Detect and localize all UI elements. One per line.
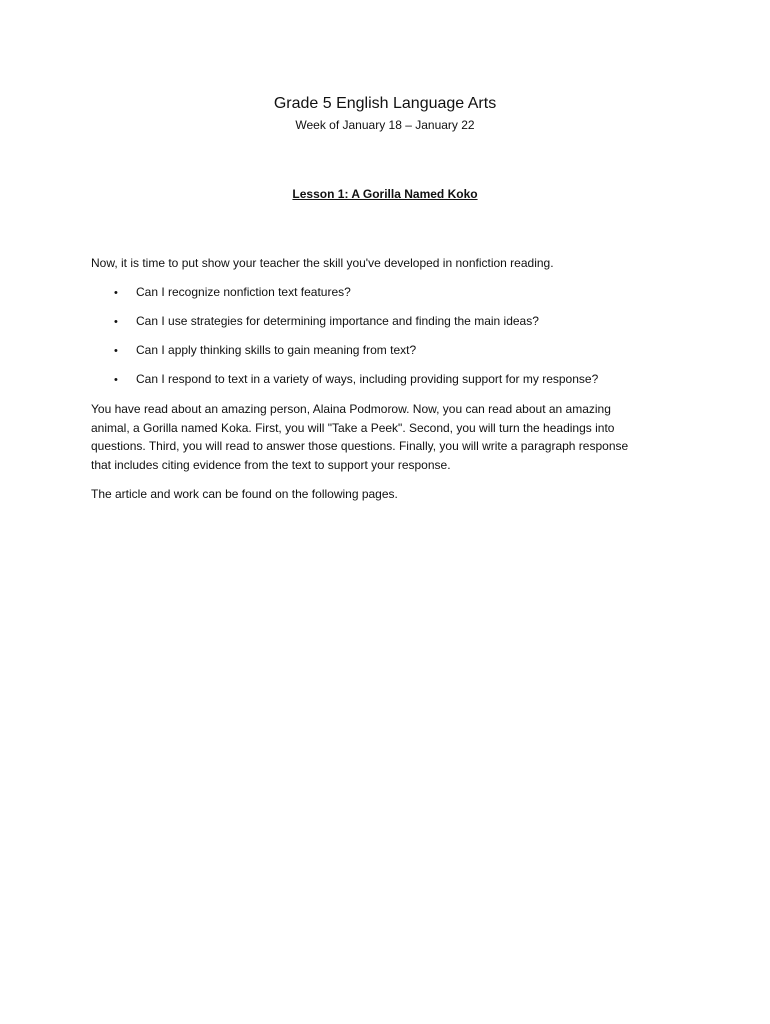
body-paragraph-line: that includes citing evidence from the text to support your response. (91, 457, 451, 472)
closing-paragraph: The article and work can be found on the following pages. (91, 487, 398, 501)
bullet-icon: • (114, 287, 118, 299)
skills-list-item (114, 284, 351, 301)
intro-text: Now, it is time to put show your teacher the skill you've developed in nonfiction reading. (91, 256, 554, 270)
bullet-icon: • (114, 316, 118, 328)
skills-list-item-text: Can I apply thinking skills to gain meaning from text? (136, 343, 417, 357)
skills-list-item (114, 342, 416, 359)
skills-list-item-text: Can I recognize nonfiction text features? (136, 285, 351, 299)
skills-list-item-text: Can I use strategies for determining importance and finding the main ideas? (136, 314, 539, 328)
body-paragraph-line: animal, a Gorilla named Koka. First, you will "Take a Peek". Second, you will turn the headings into (91, 420, 615, 435)
body-paragraph-line: You have read about an amazing person, Alaina Podmorow. Now, you can read about an amazing (91, 402, 611, 416)
bullet-icon: • (114, 374, 118, 386)
bullet-icon: • (114, 345, 118, 357)
skills-list-item-text: Can I respond to text in a variety of ways, including providing support for my response? (136, 372, 599, 386)
document-title: Grade 5 English Language Arts (273, 95, 497, 112)
skills-list-item (114, 371, 598, 388)
body-paragraph-line: questions. Third, you will read to answer those questions. Finally, you will write a paragraph response (91, 439, 629, 453)
skills-list-item (114, 313, 539, 330)
lesson-heading: Lesson 1: A Gorilla Named Koko (292, 187, 478, 201)
document-subtitle: Week of January 18 – January 22 (295, 118, 475, 132)
body-paragraph (91, 400, 691, 474)
